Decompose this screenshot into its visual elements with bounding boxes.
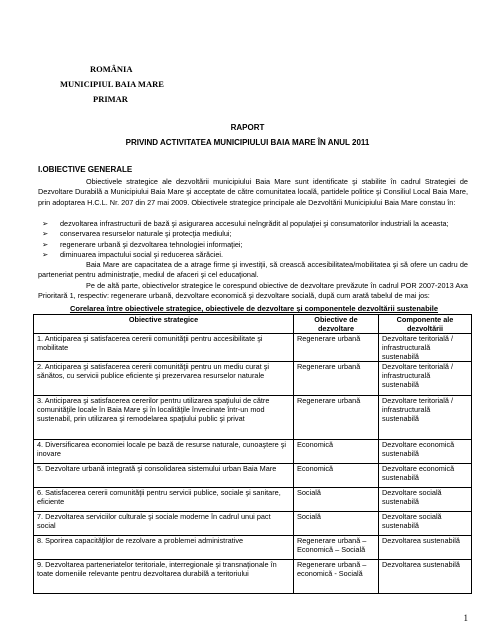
table-cell: 7. Dezvoltarea serviciilor culturale şi sociale moderne în cadrul unui pact social [34,512,294,536]
table-cell: Regenerare urbană [294,396,379,440]
table-cell: 4. Diversificarea economiei locale pe bază de resurse naturale, cunoaştere şi inovare [34,440,294,464]
table-cell: Dezvoltare economică sustenabilă [379,440,472,464]
arrow-bullet-icon: ➢ [42,229,49,239]
objectives-list [38,219,468,301]
table-cell: 3. Anticiparea şi satisfacerea cererilor pentru utilizarea spaţiului de către comunităţile locale în Baia Mare şi în localităţile învecinate într-un mod sustenabil, prin utilizarea şi remodelarea spaţiului public şi privat [34,396,294,440]
table-cell: Dezvoltarea sustenabilă [379,536,472,560]
table-row [34,488,472,512]
list-item: ➢ diminuarea impactului social şi reducerea sărăciei. [42,249,224,259]
table-body [34,334,472,594]
list-item: ➢ conservarea resurselor naturale şi protecţia mediului; [42,229,232,239]
table-row [34,560,472,594]
column-header: Componente ale dezvoltării [379,315,472,334]
table-cell: Regenerare urbană – Economică – Socială [294,536,379,560]
table-cell: 5. Dezvoltare urbană integrată şi consolidarea sistemului urban Baia Mare [34,464,294,488]
table-cell: Dezvoltare teritorială / infrastructurală sustenabilă [379,362,472,396]
table-cell: Regenerare urbană [294,362,379,396]
table-row [34,512,472,536]
header-office: PRIMAR [93,94,128,104]
table-cell: Dezvoltare teritorială / infrastructurală sustenabilă [379,396,472,440]
table-cell: Dezvoltare teritorială / infrastructurală sustenabilă [379,334,472,362]
list-item: ➢ regenerare urbană şi dezvoltarea tehnologiei informaţiei; [42,239,243,249]
table-cell: 8. Sporirea capacităţilor de rezolvare a problemei administrative [34,536,294,560]
header-country: ROMÂNIA [90,64,133,74]
column-header: Obiective strategice [34,315,294,334]
table-row [34,536,472,560]
table-cell: 1. Anticiparea şi satisfacerea cererii comunităţii pentru accesibilitate şi mobilitate [34,334,294,362]
table-cell: 2. Anticiparea şi satisfacerea cererii comunităţii pentru un mediu curat şi sănătos, cu servicii publice eficiente şi prezervarea resurselor naturale [34,362,294,396]
table-row [34,396,472,440]
arrow-bullet-icon: ➢ [42,249,49,259]
page-number: 1 [463,613,468,623]
arrow-bullet-icon: ➢ [42,219,49,228]
intro-paragraph: Obiectivele strategice ale dezvoltării municipiului Baia Mare sunt identificate şi stabilite în cadrul Strategiei de Dezvoltare Durabilă a Municipiului Baia Mare şi acceptate de către comunitatea locală, partidele politice şi Consiliul Local Baia Mare, prin adoptarea H.C.L. Nr. 207 din 27 mai 2009. Obiectivele strategice principale ale Dezvoltării Municipiului Baia Mare constau în: [38,177,468,207]
table-cell: 9. Dezvoltarea parteneriatelor teritoriale, interregionale şi transnaţionale în toate domeniile relevante pentru dezvoltarea durabilă a teritoriului [34,560,294,594]
header-municipality: MUNICIPIUL BAIA MARE [60,79,164,89]
report-subtitle: PRIVIND ACTIVITATEA MUNICIPIULUI BAIA MARE ÎN ANUL 2011 [125,138,370,147]
table-cell: Dezvoltare economică sustenabilă [379,464,472,488]
table-caption: Corelarea între obiectivele strategice, obiectivele de dezvoltare şi componentele dezvoltării sustenabile [69,304,439,314]
paragraph: Baia Mare are capacitatea de a atrage firme şi investiţii, să crească accesibilitatea/mobilitatea şi să ofere un cadru de parteneriat pentru administraţie, mediul de afaceri şi cel educaţional. [38,260,468,280]
report-title: RAPORT [230,123,265,132]
table-cell: Socială [294,488,379,512]
table-cell: 6. Satisfacerea cererii comunităţii pentru servicii publice, sociale şi sanitare, eficiente [34,488,294,512]
table-row [34,464,472,488]
table-cell: Economică [294,440,379,464]
objectives-table [33,314,472,594]
table-cell: Regenerare urbană – economică - Socială [294,560,379,594]
table-header-row [34,315,472,334]
list-item: ➢ dezvoltarea infrastructurii de bază şi asigurarea accesului neîngrădit al populaţiei şi consumatorilor industriali la aceasta; [42,219,449,228]
column-header: Obiective de dezvoltare [294,315,379,334]
table-cell: Dezvoltare socială sustenabilă [379,488,472,512]
table-cell: Dezvoltare socială sustenabilă [379,512,472,536]
table-row [34,334,472,362]
table-cell: Regenerare urbană [294,334,379,362]
table-row [34,440,472,464]
table-cell: Socială [294,512,379,536]
table-cell: Economică [294,464,379,488]
table-cell: Dezvoltarea sustenabilă [379,560,472,594]
paragraph: Pe de altă parte, obiectivelor strategice le corespund obiective de dezvoltare prevăzute în cadrul POR 2007-2013 Axa Prioritară 1, respectiv: regenerare urbană, dezvoltare economică şi dezvoltare socială, după cum arată tabelul de mai jos: [38,280,468,301]
arrow-bullet-icon: ➢ [42,239,49,249]
section-heading: I.OBIECTIVE GENERALE [38,165,133,174]
table-row [34,362,472,396]
